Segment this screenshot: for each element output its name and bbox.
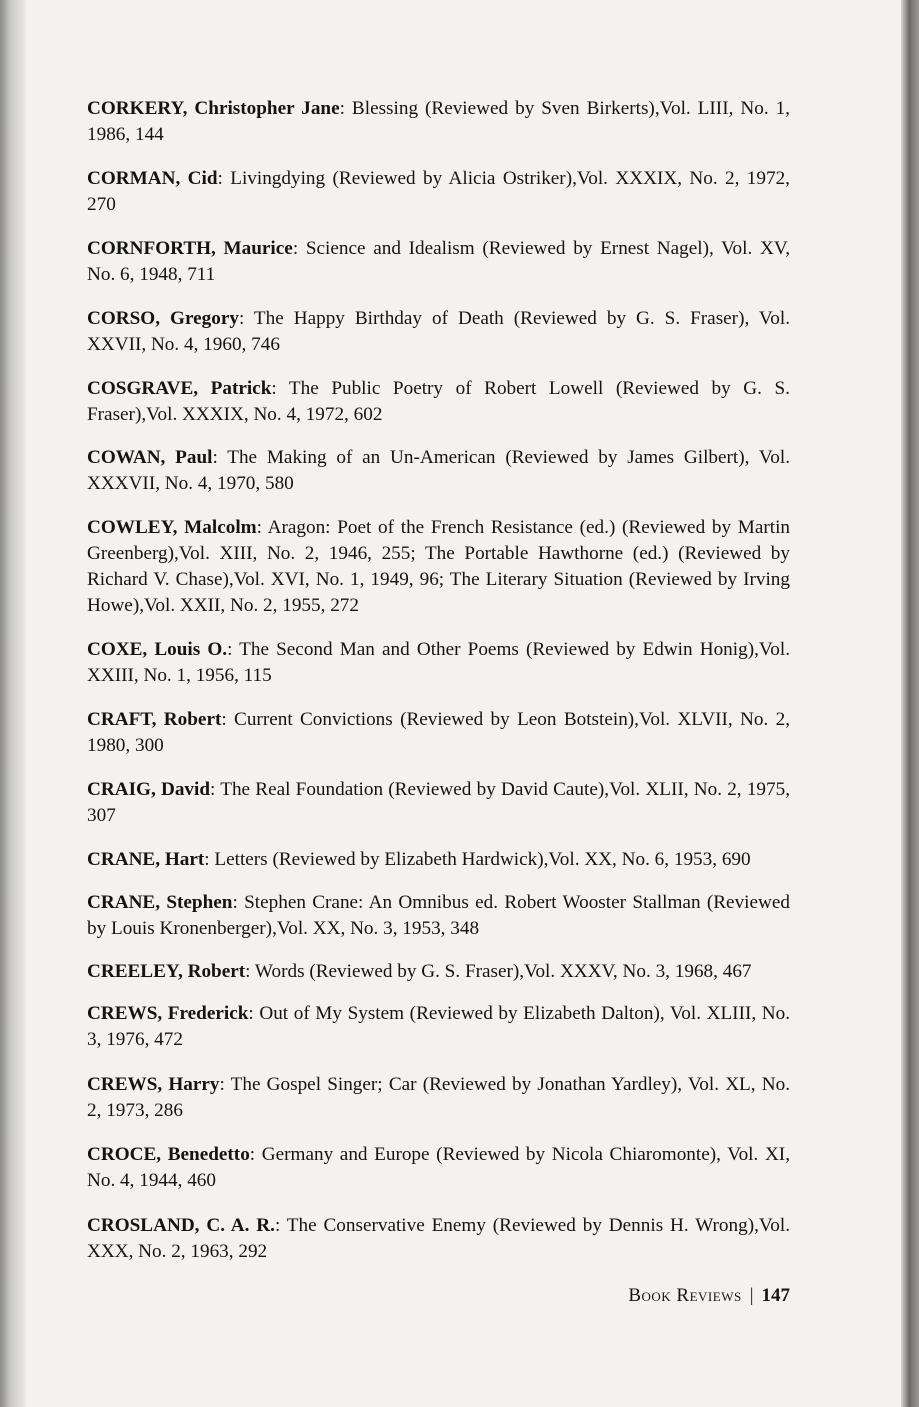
running-footer-title: Book Reviews (628, 1285, 742, 1306)
entry-name: CORKERY, Christopher Jane (87, 98, 340, 119)
entry-name: CREWS, Harry (87, 1074, 220, 1095)
entry-text: : Livingdying (Reviewed by Alicia Ostriker),Vol. XXXIX, No. 2, 1972, 270 (87, 168, 790, 215)
entry-name: COSGRAVE, Patrick (87, 378, 272, 399)
entry-text: : Out of My System (Reviewed by Elizabeth Dalton), Vol. XLIII, No. 3, 1976, 472 (87, 1003, 790, 1050)
entry-text: : The Second Man and Other Poems (Reviewed by Edwin Honig),Vol. XXIII, No. 1, 1956, 115 (87, 639, 790, 686)
entry-crane-hart (87, 847, 790, 873)
entry-cosgrave (87, 376, 790, 428)
entry-text: : The Public Poetry of Robert Lowell (Reviewed by G. S. Fraser),Vol. XXXIX, No. 4, 1972, 602 (87, 378, 790, 425)
entry-name: CROCE, Benedetto (87, 1144, 250, 1165)
entry-name: COWAN, Paul (87, 447, 213, 468)
entry-text: : Letters (Reviewed by Elizabeth Hardwick),Vol. XX, No. 6, 1953, 690 (204, 849, 751, 870)
entry-cornforth (87, 236, 790, 288)
entry-name: CRAFT, Robert (87, 709, 222, 730)
entry-text: : The Gospel Singer; Car (Reviewed by Jonathan Yardley), Vol. XL, No. 2, 1973, 286 (87, 1074, 790, 1121)
entry-croce (87, 1142, 790, 1194)
entry-cowan (87, 445, 790, 497)
entry-coxe (87, 637, 790, 689)
entry-name: COWLEY, Malcolm (87, 517, 257, 538)
entry-name: CORSO, Gregory (87, 308, 239, 329)
entry-name: CREELEY, Robert (87, 961, 246, 982)
entry-text: : The Real Foundation (Reviewed by David Caute),Vol. XLII, No. 2, 1975, 307 (87, 779, 790, 826)
page-footer (590, 1285, 790, 1307)
entry-corkery (87, 96, 790, 148)
entry-crews-harry (87, 1072, 790, 1124)
entry-text: : The Making of an Un-American (Reviewed by James Gilbert), Vol. XXXVII, No. 4, 1970, 580 (87, 447, 790, 494)
entry-name: CROSLAND, C. A. R. (87, 1215, 275, 1236)
entry-text: : Current Convictions (Reviewed by Leon Botstein),Vol. XLVII, No. 2, 1980, 300 (87, 709, 790, 756)
entry-name: CRAIG, David (87, 779, 211, 800)
entry-text: : Science and Idealism (Reviewed by Ernest Nagel), Vol. XV, No. 6, 1948, 711 (87, 238, 791, 285)
entry-text: : The Conservative Enemy (Reviewed by Dennis H. Wrong),Vol. XXX, No. 2, 1963, 292 (87, 1215, 790, 1262)
entry-corman (87, 166, 790, 218)
entry-text: : Words (Reviewed by G. S. Fraser),Vol. XXXV, No. 3, 1968, 467 (245, 961, 752, 982)
entry-crosland (87, 1213, 790, 1265)
entry-cowley (87, 515, 790, 619)
entry-creeley (87, 959, 790, 985)
entry-crews-frederick (87, 1001, 790, 1053)
entry-corso (87, 306, 790, 358)
entry-craft (87, 707, 790, 759)
page-number: 147 (761, 1285, 790, 1306)
page-edge-shadow (901, 0, 919, 1407)
entry-name: CRANE, Stephen (87, 892, 233, 913)
entry-text: : Stephen Crane: An Omnibus ed. Robert Wooster Stallman (Reviewed by Louis Kronenberger),Vol. XX, No. 3, 1953, 348 (87, 892, 790, 939)
page-gutter-shadow (0, 0, 26, 1407)
entry-text: : Aragon: Poet of the French Resistance (ed.) (Reviewed by Martin Greenberg),Vol. XIII, No. 2, 1946, 255; The Portable Hawthorne (ed.) (Reviewed by Richard V. Chase),Vol. XVI, No. 1, 1949, 96; The Literary Situation (Reviewed by Irving Howe),Vol. XXII, No. 2, 1955, 272 (87, 517, 790, 616)
footer-separator: | (749, 1285, 754, 1306)
entry-text: : Germany and Europe (Reviewed by Nicola Chiaromonte), Vol. XI, No. 4, 1944, 460 (87, 1144, 790, 1191)
entry-name: CORMAN, Cid (87, 168, 218, 189)
entry-crane-stephen (87, 890, 790, 942)
entry-name: CORNFORTH, Maurice (87, 238, 293, 259)
entry-name: COXE, Louis O. (87, 639, 228, 660)
entry-craig (87, 777, 790, 829)
entry-name: CRANE, Hart (87, 849, 205, 870)
entry-name: CREWS, Frederick (87, 1003, 249, 1024)
entry-text: : The Happy Birthday of Death (Reviewed by G. S. Fraser), Vol. XXVII, No. 4, 1960, 746 (87, 308, 790, 355)
entry-text: : Blessing (Reviewed by Sven Birkerts),Vol. LIII, No. 1, 1986, 144 (87, 98, 790, 145)
